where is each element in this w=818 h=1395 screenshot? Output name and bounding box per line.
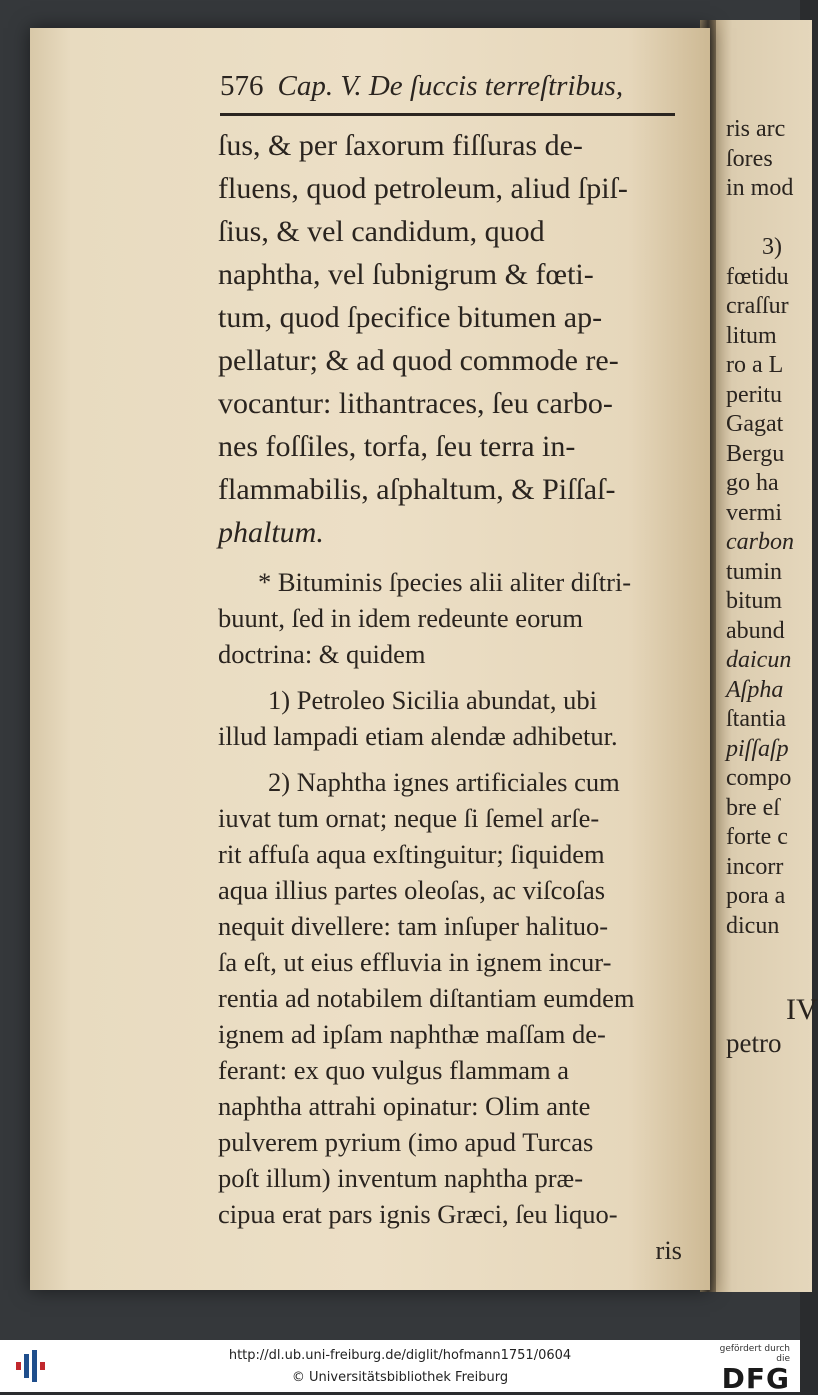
facing-line: bitum (726, 588, 783, 614)
note-line: cipua erat pars ignis Græci, ſeu liquo- (218, 1199, 618, 1229)
note-line: ſa eſt, ut eius effluvia in ignem incur- (218, 947, 612, 977)
sponsor-label: gefördert durch die (719, 1344, 790, 1364)
facing-line: craſſur (726, 293, 789, 319)
text-line: tum, quod ſpecifice bitumen ap- (218, 301, 603, 334)
dfg-logo-mark: DFG (721, 1362, 790, 1395)
facing-line: abund (726, 617, 785, 644)
text-line: vocantur: lithantraces, ſeu carbo- (218, 387, 613, 420)
text-line: fluens, quod petroleum, aliud ſpiſ- (218, 172, 628, 205)
note-line: nequit divellere: tam inſuper halituo- (218, 911, 609, 941)
facing-line: dicun (726, 912, 780, 939)
facing-line: ſores (726, 145, 773, 172)
facing-line: pora a (726, 883, 786, 909)
text-line: ſius, & vel candidum, quod (218, 215, 545, 248)
note-line: rit affuſa aqua exſtinguitur; ſiquidem (218, 839, 605, 869)
facing-line: compo (726, 765, 792, 791)
note-line: 2) Naphtha ignes artificiales cum (268, 767, 620, 797)
header-rule (220, 113, 675, 116)
facing-line: piſſaſp (726, 735, 789, 762)
text-line: naphtha, vel ſubnigrum & fœti- (218, 258, 594, 291)
note-line: rentia ad notabilem diſtantiam eumdem (218, 983, 635, 1013)
facing-line: carbon (726, 529, 794, 555)
facing-line: daicun (726, 647, 792, 673)
running-header (220, 70, 680, 110)
facing-line: ris arc (726, 116, 786, 142)
page-number: 576 (220, 70, 264, 102)
text-line: pellatur; & ad quod commode re- (218, 344, 619, 377)
facing-line: bre eſ (726, 794, 780, 821)
facing-line: petro (726, 1028, 782, 1058)
facing-line: Bergu (726, 440, 785, 467)
facing-line: 3) (762, 234, 782, 260)
permalink[interactable]: http://dl.ub.uni-freiburg.de/diglit/hofmann1751/0604 (228, 1348, 572, 1363)
facing-page-text (726, 115, 818, 1059)
note-line: pulverem pyrium (imo apud Turcas (218, 1127, 594, 1157)
facing-line (726, 941, 806, 991)
facing-line: litum (726, 322, 777, 349)
note-line: 1) Petroleo Sicilia abundat, ubi (268, 685, 597, 715)
text-line: ſus, & per ſaxorum fiſſuras de- (218, 129, 583, 162)
note-line: ignem ad ipſam naphthæ maſſam de- (218, 1019, 606, 1049)
text-line: phaltum. (218, 516, 324, 549)
facing-line: fœtidu (726, 263, 789, 290)
text-line: flammabilis, aſphaltum, & Piſſaſ- (218, 473, 616, 506)
facing-line: tumin (726, 558, 783, 585)
note-line: ferant: ex quo vulgus flammam a (218, 1055, 570, 1085)
note-line: aqua illius partes oleoſas, ac viſcoſas (218, 875, 606, 905)
dfg-logo (706, 1344, 790, 1395)
facing-line: forte c (726, 824, 788, 850)
running-title: Cap. V. De ſuccis terreſtribus, (277, 70, 624, 102)
note-line: * Bituminis ſpecies alii aliter diſtri- (258, 567, 632, 597)
facing-line: vermi (726, 499, 782, 526)
facing-line: in mod (726, 175, 794, 201)
copyright-notice: © Universitätsbibliothek Freiburg (291, 1370, 509, 1385)
note-line: naphtha attrahi opinatur: Olim ante (218, 1091, 591, 1121)
note-line: iuvat tum ornat; neque ſi ſemel arſe- (218, 803, 600, 833)
note-line: doctrina: & quidem (218, 639, 426, 669)
note-line: buunt, ſed in idem redeunte eorum (218, 603, 584, 633)
viewer-footer (0, 1340, 800, 1395)
main-text (218, 124, 688, 1268)
facing-line: ſtantia (726, 706, 786, 732)
note-line: poſt illum) inventum naphtha præ- (218, 1163, 584, 1193)
facing-line: ro a L (726, 352, 784, 378)
text-line: nes foſſiles, torfa, ſeu terra in- (218, 430, 576, 463)
facing-line: Gagat (726, 411, 784, 437)
facing-line: peritu (726, 381, 782, 408)
facing-line: go ha (726, 470, 779, 496)
note-line: illud lampadi etiam alendæ adhibetur. (218, 721, 618, 751)
facing-line: incorr (726, 853, 784, 880)
facing-line: IV (786, 993, 818, 1026)
facing-line (726, 204, 806, 234)
facing-line: Aſpha (726, 676, 784, 703)
catchword: ris (655, 1235, 682, 1265)
